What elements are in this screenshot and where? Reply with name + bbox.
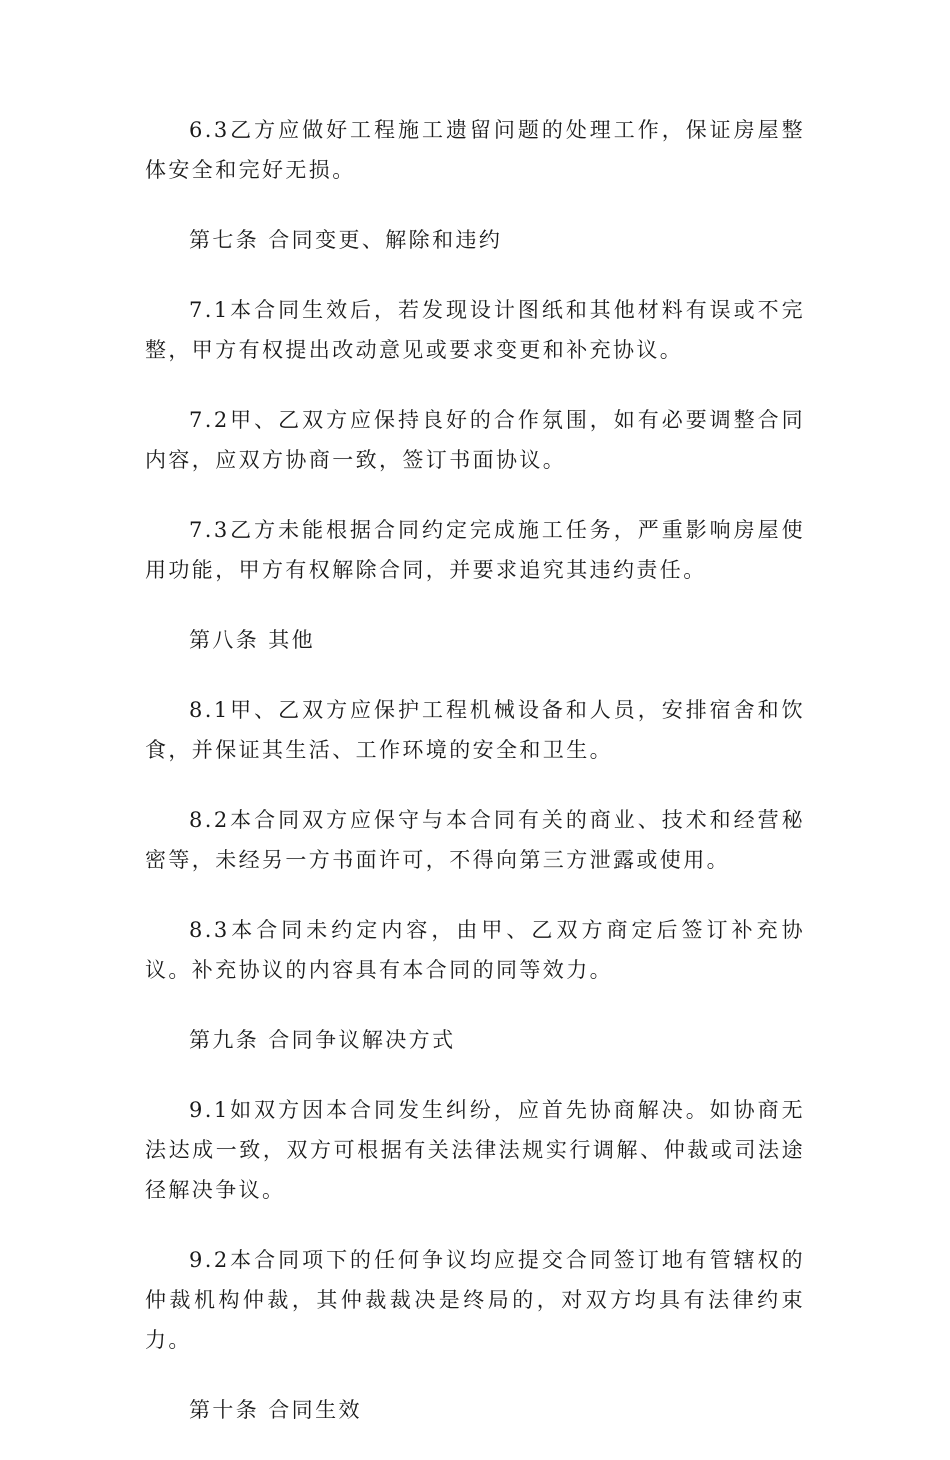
clause-7-3: 7.3乙方未能根据合同约定完成施工任务，严重影响房屋使用功能，甲方有权解除合同，并要求追究其违约责任。: [145, 518, 805, 582]
clause-7-2: 7.2甲、乙双方应保持良好的合作氛围，如有必要调整合同内容，应双方协商一致，签订书面协议。: [145, 408, 805, 472]
article-8-heading: 第八条 其他: [189, 628, 316, 652]
clause-6-3: 6.3乙方应做好工程施工遗留问题的处理工作，保证房屋整体安全和完好无损。: [145, 118, 805, 182]
article-9-heading: 第九条 合同争议解决方式: [189, 1028, 456, 1052]
article-7-heading: 第七条 合同变更、解除和违约: [189, 228, 503, 252]
clause-9-2: 9.2本合同项下的任何争议均应提交合同签订地有管辖权的仲裁机构仲裁，其仲裁裁决是终局的，对双方均具有法律约束力。: [145, 1248, 805, 1352]
clause-7-1: 7.1本合同生效后，若发现设计图纸和其他材料有误或不完整，甲方有权提出改动意见或要求变更和补充协议。: [145, 298, 805, 362]
clause-9-1: 9.1如双方因本合同发生纠纷，应首先协商解决。如协商无法达成一致，双方可根据有关法律法规实行调解、仲裁或司法途径解决争议。: [145, 1098, 805, 1202]
article-10-heading: 第十条 合同生效: [189, 1398, 362, 1422]
clause-8-1: 8.1甲、乙双方应保护工程机械设备和人员，安排宿舍和饮食，并保证其生活、工作环境的安全和卫生。: [145, 698, 805, 762]
clause-8-2: 8.2本合同双方应保守与本合同有关的商业、技术和经营秘密等，未经另一方书面许可，不得向第三方泄露或使用。: [145, 808, 805, 872]
document-body: [145, 110, 805, 1460]
clause-8-3: 8.3本合同未约定内容，由甲、乙双方商定后签订补充协议。补充协议的内容具有本合同的同等效力。: [145, 918, 805, 982]
